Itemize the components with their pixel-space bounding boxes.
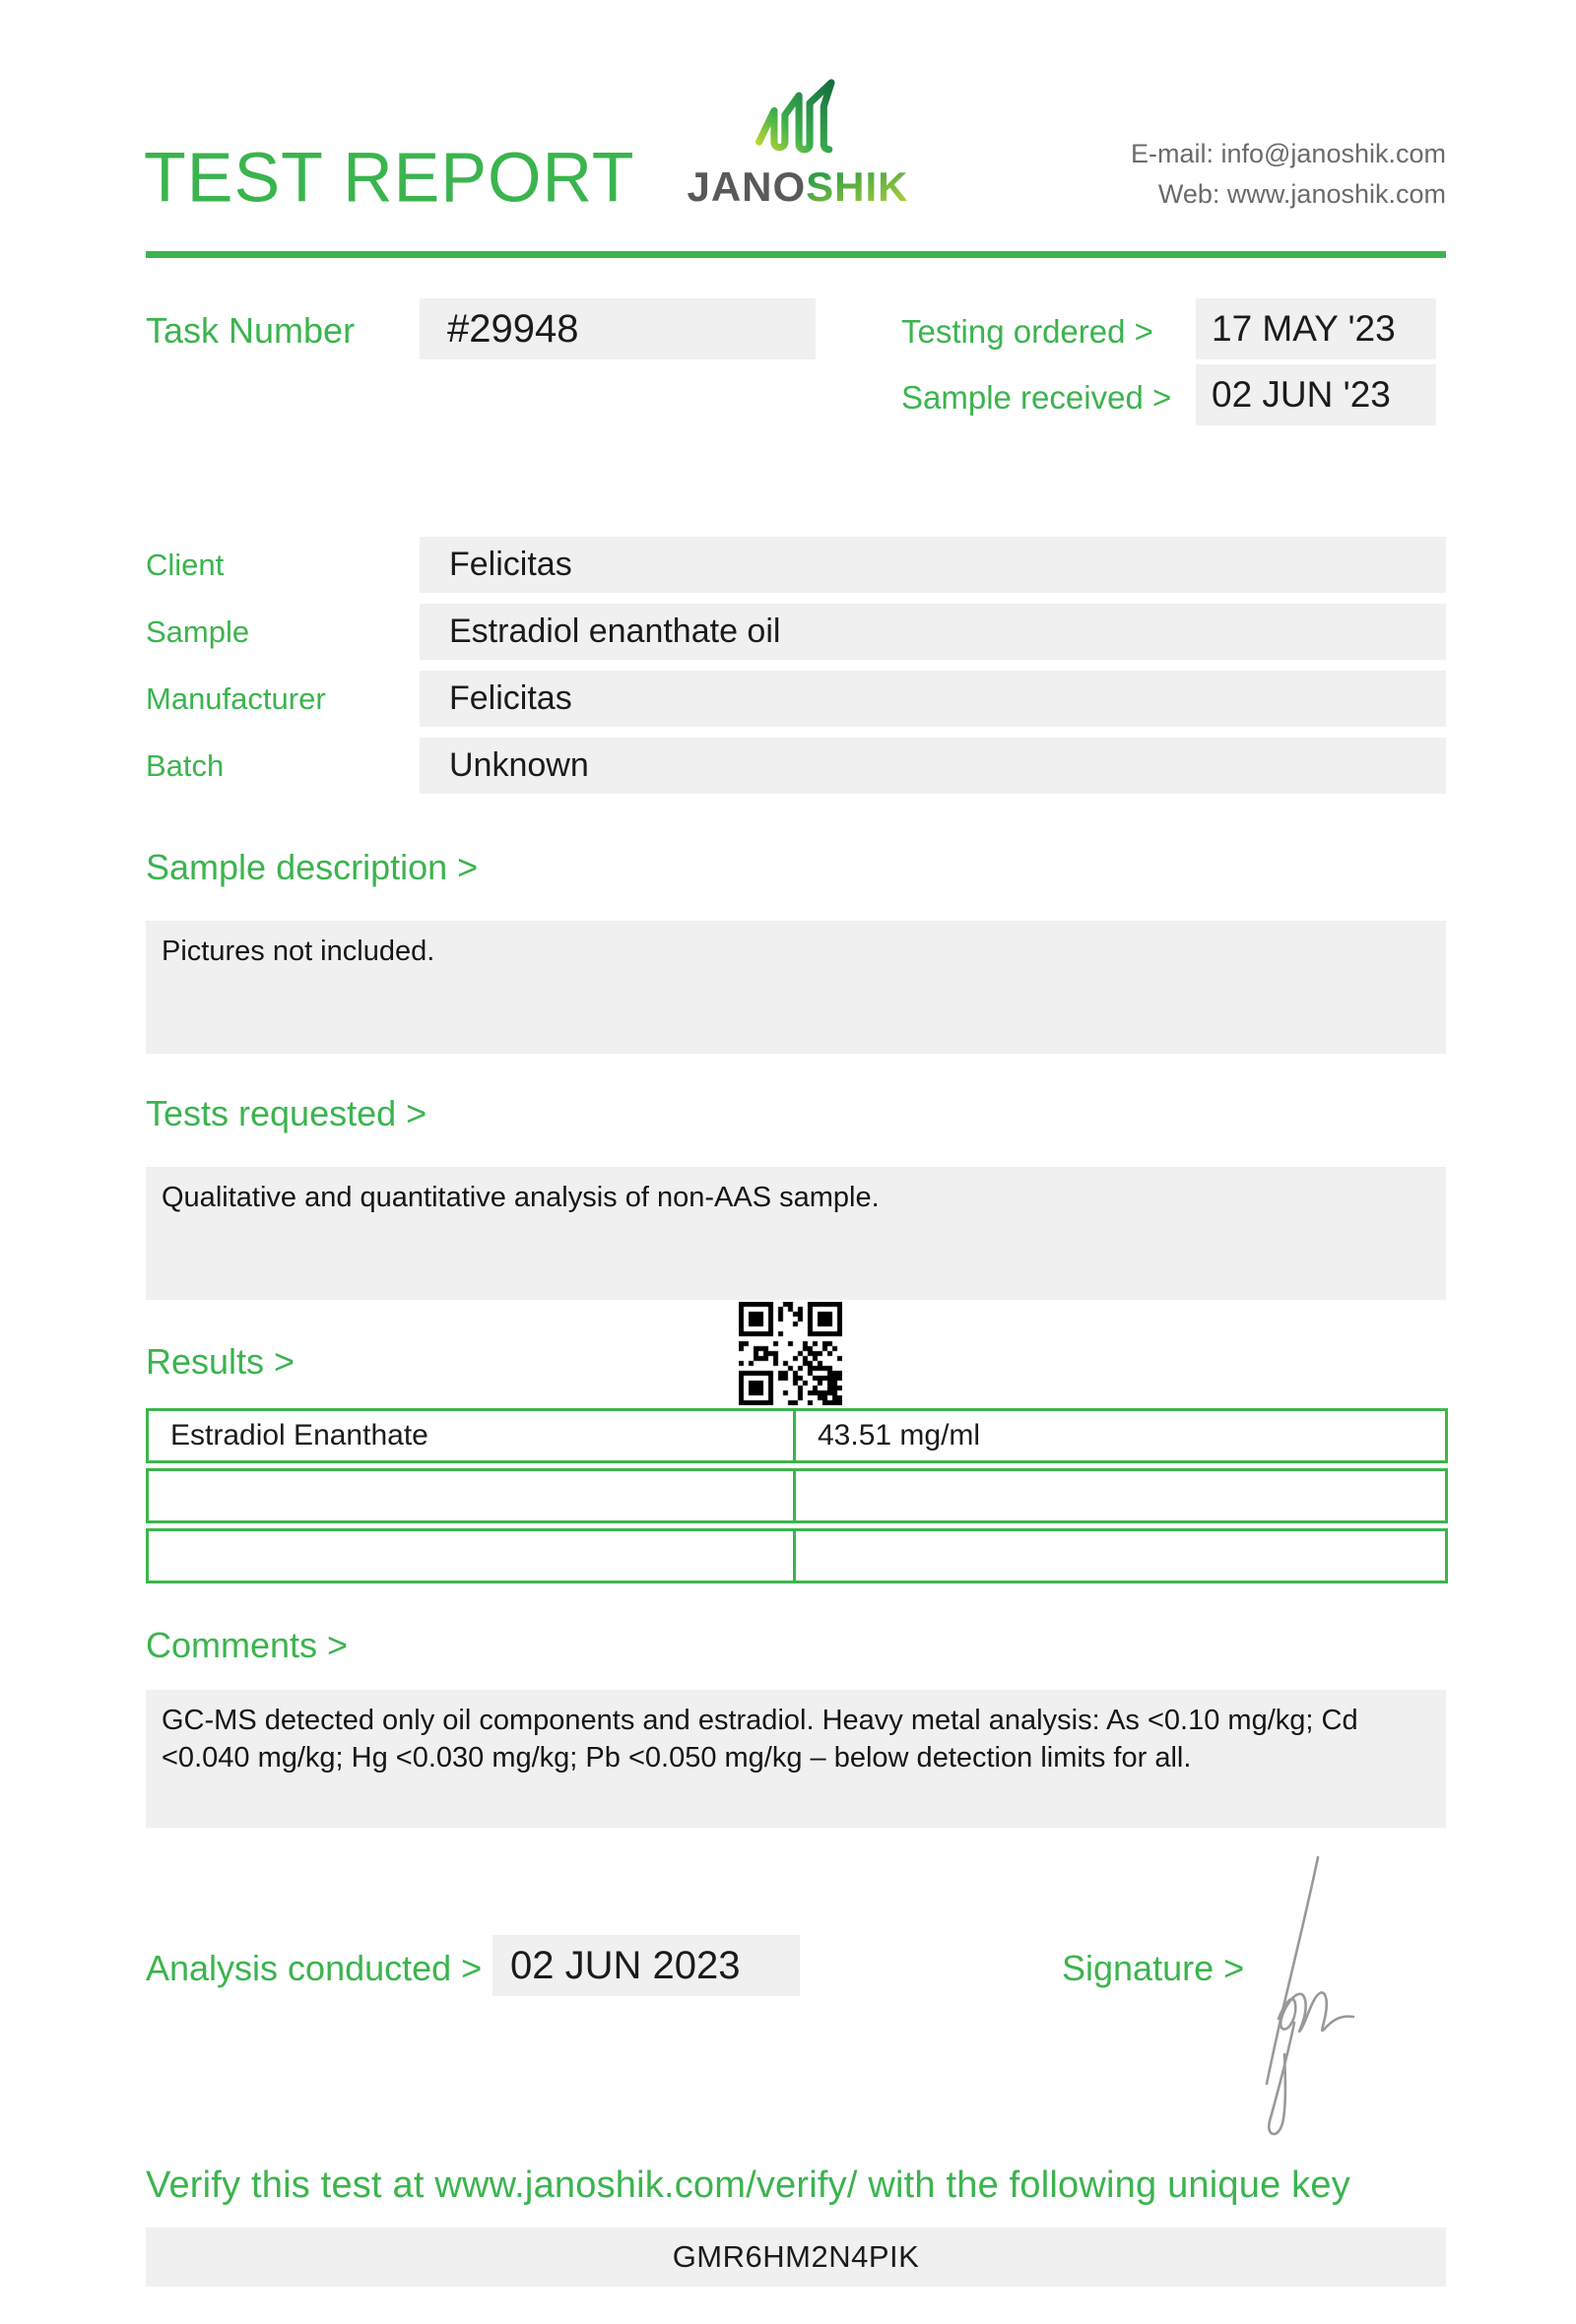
contact-email: E-mail: info@janoshik.com: [1130, 139, 1446, 168]
analysis-conducted-label: Analysis conducted >: [146, 1948, 483, 1988]
sample-description-box: [146, 921, 1446, 1054]
client-value: Felicitas: [420, 537, 1446, 593]
comments-box: [146, 1690, 1446, 1828]
contact-info: [1131, 134, 1446, 215]
logo-jano-text: JANO: [687, 163, 807, 210]
sample-received-label: Sample received >: [901, 379, 1172, 416]
signature-label: Signature >: [1062, 1948, 1245, 1988]
header-divider: [146, 251, 1446, 258]
logo-shik-text: SHIK: [806, 163, 909, 210]
client-label: Client: [146, 548, 225, 582]
signature-scrawl: [1216, 1830, 1433, 2145]
tests-requested-box: [146, 1167, 1446, 1300]
result-value: [796, 1531, 1445, 1581]
qr-code: [739, 1302, 842, 1405]
sample-label: Sample: [146, 614, 250, 649]
results-heading: Results >: [146, 1341, 296, 1382]
result-value: 43.51 mg/ml: [818, 1419, 981, 1452]
results-table: [146, 1408, 1448, 1588]
comments-text: GC-MS detected only oil components and estradiol. Heavy metal analysis: As <0.10 mg/kg; Cd <0.040 mg/kg; Hg <0.030 mg/kg; Pb <0.050 mg/kg – below detection limits for all.: [162, 1705, 1358, 1774]
batch-label: Batch: [146, 748, 225, 783]
contact-web: Web: www.janoshik.com: [1157, 179, 1446, 209]
result-name: Estradiol Enanthate: [149, 1411, 796, 1460]
verify-key: GMR6HM2N4PIK: [146, 2227, 1446, 2287]
result-value: [796, 1471, 1445, 1520]
analysis-date: 02 JUN 2023: [492, 1935, 800, 1996]
task-number-label: Task Number: [146, 310, 356, 351]
sample-description-heading: Sample description >: [146, 847, 479, 887]
result-name: [149, 1471, 796, 1520]
table-row: [146, 1468, 1448, 1523]
comments-heading: Comments >: [146, 1625, 349, 1665]
janoshik-logo: [680, 77, 916, 211]
batch-value: Unknown: [420, 738, 1446, 794]
sample-description-text: Pictures not included.: [162, 936, 435, 967]
testing-ordered-label: Testing ordered >: [901, 313, 1153, 350]
testing-ordered-date: 17 MAY '23: [1196, 298, 1436, 359]
verify-instruction: Verify this test at www.janoshik.com/verify/ with the following unique key: [146, 2164, 1350, 2206]
manufacturer-value: Felicitas: [420, 671, 1446, 727]
chart-growth-icon: [753, 77, 843, 158]
table-row: [146, 1528, 1448, 1583]
logo-wordmark: [680, 163, 916, 211]
tests-requested-text: Qualitative and quantitative analysis of non-AAS sample.: [162, 1182, 880, 1213]
sample-received-date: 02 JUN '23: [1196, 364, 1436, 425]
result-name: [149, 1531, 796, 1581]
manufacturer-label: Manufacturer: [146, 681, 326, 716]
table-row: [146, 1408, 1448, 1463]
page-title: TEST REPORT: [144, 138, 635, 217]
sample-value: Estradiol enanthate oil: [420, 604, 1446, 660]
tests-requested-heading: Tests requested >: [146, 1093, 427, 1133]
task-number-value: #29948: [420, 298, 816, 359]
